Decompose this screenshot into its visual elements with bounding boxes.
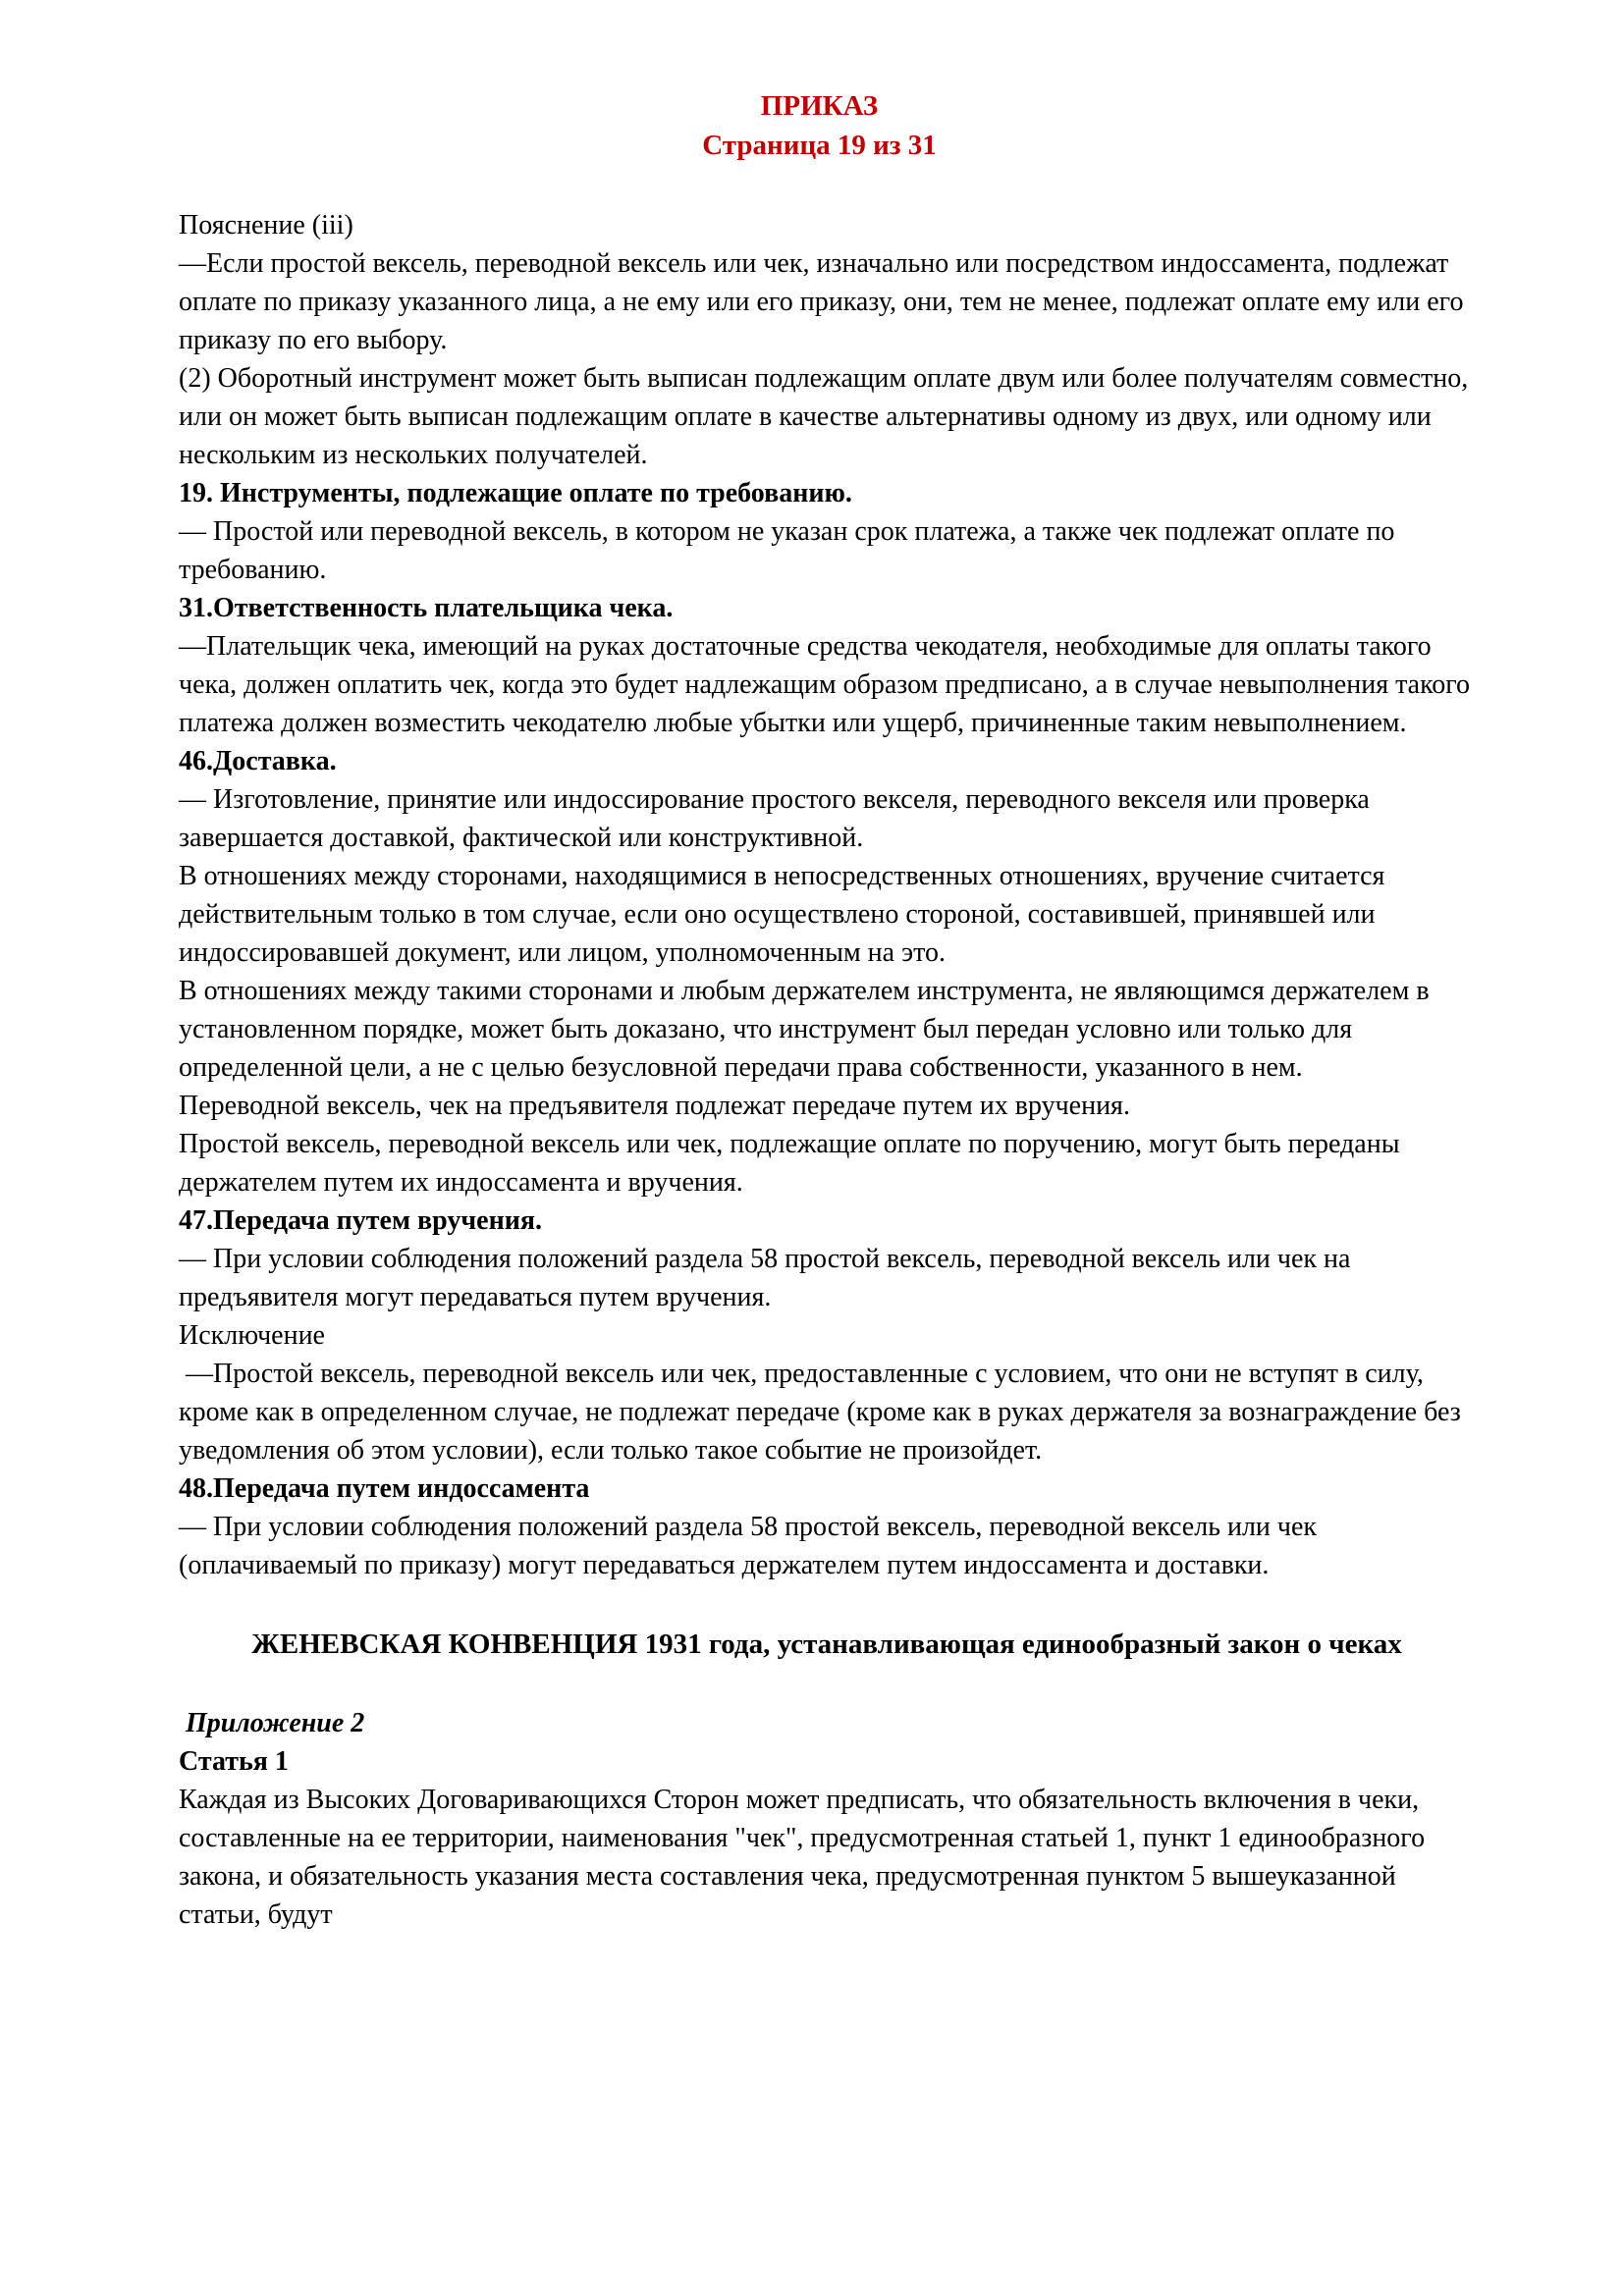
section-47-text: — При условии соблюдения положений раздела 58 простой вексель, переводной вексель или чек на предъявителя могут передаваться путем вручения. xyxy=(179,1244,1358,1312)
section-46-heading: 46.Доставка. xyxy=(179,746,337,776)
document-header xyxy=(164,86,1475,165)
article-1-text: Каждая из Высоких Договаривающихся Сторон может предписать, что обязательность включения в чеки, составленные на ее территории, наименования "чек", предусмотренная статьей 1, пункт 1 единообразного закона, и обязательность указания места составления чека, предусмотренная пунктом 5 вышеуказанной статьи, будут xyxy=(179,1785,1433,1930)
annex-label: Приложение 2 xyxy=(179,1708,365,1738)
section-46-text-2: В отношениях между сторонами, находящимися в непосредственных отношениях, вручение считается действительным только в том случае, если оно осуществлено стороной, составившей, принявшей или индоссировавшей документ, или лицом, уполномоченным на это. xyxy=(179,861,1392,968)
clause-2-text: (2) Оборотный инструмент может быть выписан подлежащим оплате двум или более получателям совместно, или он может быть выписан подлежащим оплате в качестве альтернативы одному из двух, или одному или нескольким из нескольких получателей. xyxy=(179,363,1476,470)
section-31-text: —Плательщик чека, имеющий на руках достаточные средства чекодателя, необходимые для оплаты такого чека, должен оплатить чек, когда это будет надлежащим образом предписано, а в случае невыполнения такого платежа должен возместить чекодателю любые убытки или ущерб, причиненные таким невыполнением. xyxy=(179,631,1478,738)
document-title: ПРИКАЗ xyxy=(760,90,879,122)
section-31-heading: 31.Ответственность плательщика чека. xyxy=(179,593,674,623)
document-body xyxy=(179,206,1478,1934)
convention-heading: ЖЕНЕВСКАЯ КОНВЕНЦИЯ 1931 года, устанавливающая единообразный закон о чеках xyxy=(251,1629,1402,1660)
section-46-text-1: — Изготовление, принятие или индоссирование простого векселя, переводного векселя или проверка завершается доставкой, фактической или конструктивной. xyxy=(179,784,1377,853)
explanation-text: —Если простой вексель, переводной вексель или чек, изначально или посредством индоссамента, подлежат оплате по приказу указанного лица, а не ему или его приказу, они, тем не менее, подлежат оплате ему или его приказу по его выбору. xyxy=(179,248,1471,355)
section-19-text: — Простой или переводной вексель, в котором не указан срок платежа, а также чек подлежат оплате по требованию. xyxy=(179,516,1402,585)
explanation-label: Пояснение (iii) xyxy=(179,210,353,240)
section-19-heading: 19. Инструменты, подлежащие оплате по требованию. xyxy=(179,478,852,508)
section-46-text-5: Простой вексель, переводной вексель или чек, подлежащие оплате по поручению, могут быть переданы держателем путем их индоссамента и вручения. xyxy=(179,1129,1407,1198)
section-48-heading: 48.Передача путем индоссамента xyxy=(179,1473,590,1504)
section-46-text-4: Переводной вексель, чек на предъявителя подлежат передаче путем их вручения. xyxy=(179,1091,1130,1121)
exception-label: Исключение xyxy=(179,1320,325,1351)
section-47-heading: 47.Передача путем вручения. xyxy=(179,1205,543,1236)
page-indicator: Страница 19 из 31 xyxy=(702,130,937,161)
section-48-text: — При условии соблюдения положений раздела 58 простой вексель, переводной вексель или чек (оплачиваемый по приказу) могут передаваться держателем путем индоссамента и доставки. xyxy=(179,1512,1325,1580)
section-46-text-3: В отношениях между такими сторонами и любым держателем инструмента, не являющимся держателем в установленном порядке, может быть доказано, что инструмент был передан условно или только для определенной цели, а не с целью безусловной передачи права собственности, указанного в нем. xyxy=(179,976,1436,1083)
article-1-heading: Статья 1 xyxy=(179,1746,289,1777)
exception-text: —Простой вексель, переводной вексель или чек, предоставленные с условием, что они не вступят в силу, кроме как в определенном случае, не подлежат передаче (кроме как в руках держателя за вознаграждение без уведомления об этом условии), если только такое событие не произойдет. xyxy=(179,1359,1468,1466)
